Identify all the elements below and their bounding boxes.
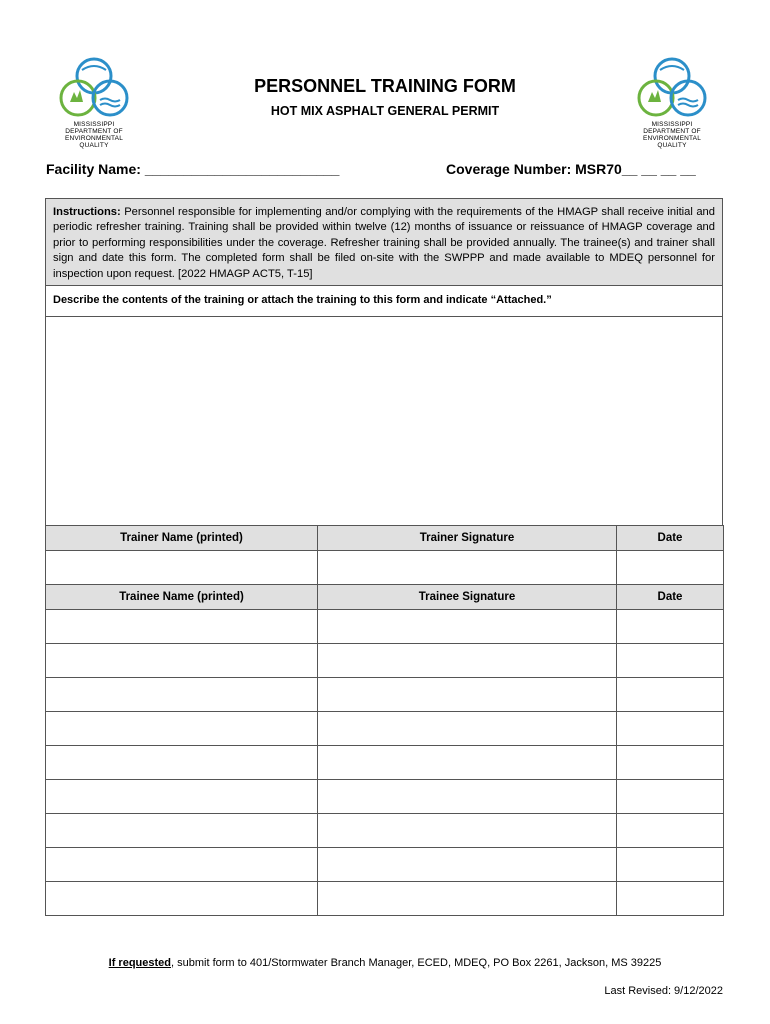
instructions-box <box>45 198 723 286</box>
trainee-name-cell[interactable] <box>46 712 318 746</box>
trainee-name-cell[interactable] <box>46 848 318 882</box>
trainee-row <box>46 882 724 916</box>
trainee-name-cell[interactable] <box>46 746 318 780</box>
trainee-signature-cell[interactable] <box>318 644 617 678</box>
trainee-row <box>46 746 724 780</box>
coverage-number-field[interactable]: Coverage Number: MSR70__ __ __ __ <box>446 161 696 177</box>
facility-name-field[interactable]: Facility Name: _________________________ <box>46 161 340 177</box>
trainee-date-cell[interactable] <box>617 610 724 644</box>
trainee-name-cell[interactable] <box>46 814 318 848</box>
trainee-date-cell[interactable] <box>617 712 724 746</box>
trainee-date-cell[interactable] <box>617 746 724 780</box>
trainee-name-cell[interactable] <box>46 610 318 644</box>
trainee-row <box>46 814 724 848</box>
trainee-signature-cell[interactable] <box>318 814 617 848</box>
trainee-row <box>46 780 724 814</box>
logo-caption: MISSISSIPPI DEPARTMENT OF ENVIRONMENTAL QUALITY <box>642 121 702 149</box>
trainer-signature-cell[interactable] <box>318 551 617 585</box>
form-subtitle: HOT MIX ASPHALT GENERAL PERMIT <box>270 104 500 118</box>
trainee-row <box>46 712 724 746</box>
trainee-name-cell[interactable] <box>46 644 318 678</box>
trainer-signature-header: Trainer Signature <box>318 526 617 551</box>
trainee-signature-cell[interactable] <box>318 678 617 712</box>
trainee-name-cell[interactable] <box>46 780 318 814</box>
trainee-date-cell[interactable] <box>617 678 724 712</box>
trainee-date-cell[interactable] <box>617 644 724 678</box>
trainee-signature-header: Trainee Signature <box>318 585 617 610</box>
trainer-date-cell[interactable] <box>617 551 724 585</box>
trainee-signature-cell[interactable] <box>318 712 617 746</box>
form-title: PERSONNEL TRAINING FORM <box>254 76 516 96</box>
mdeq-logo-icon <box>50 56 138 149</box>
trainee-signature-cell[interactable] <box>318 882 617 916</box>
trainee-row <box>46 644 724 678</box>
trainee-row <box>46 610 724 644</box>
trainee-signature-cell[interactable] <box>318 780 617 814</box>
signature-table <box>45 525 724 916</box>
trainee-signature-cell[interactable] <box>318 848 617 882</box>
mdeq-logo-icon <box>628 56 716 149</box>
instructions-label: Instructions: <box>53 206 121 218</box>
instructions-text: Personnel responsible for implementing and/or complying with the requirements of the HMAGP shall receive initial and periodic refresher training. Training shall be provided within twelve (12) months of issuance or reissuance of HMAGP coverage and prior to performing responsibilities under the coverage. Refresher training shall be provided annually. The trainee(s) and trainer shall sign and date this form. The completed form shall be filed on-site with the SWPPP and made available to MDEQ personnel for inspection upon request. [2022 HMAGP ACT5, T-15] <box>53 206 715 280</box>
trainer-date-header: Date <box>617 526 724 551</box>
logo-caption: MISSISSIPPI DEPARTMENT OF ENVIRONMENTAL QUALITY <box>64 121 124 149</box>
footer-note <box>0 957 770 969</box>
if-requested-text: If requested <box>108 957 172 969</box>
trainee-signature-cell[interactable] <box>318 610 617 644</box>
trainee-date-cell[interactable] <box>617 848 724 882</box>
trainee-signature-cell[interactable] <box>318 746 617 780</box>
trainee-name-cell[interactable] <box>46 678 318 712</box>
trainee-name-header: Trainee Name (printed) <box>46 585 318 610</box>
trainer-name-header: Trainer Name (printed) <box>46 526 318 551</box>
trainer-name-cell[interactable] <box>46 551 318 585</box>
footer-address: , submit form to 401/Stormwater Branch Manager, ECED, MDEQ, PO Box 2261, Jackson, MS 39225 <box>171 957 662 969</box>
trainee-date-header: Date <box>617 585 724 610</box>
trainee-name-cell[interactable] <box>46 882 318 916</box>
trainee-row <box>46 678 724 712</box>
trainer-row <box>46 551 724 585</box>
trainee-date-cell[interactable] <box>617 882 724 916</box>
trainee-row <box>46 848 724 882</box>
describe-prompt: Describe the contents of the training or attach the training to this form and indicate “Attached.” <box>45 285 723 317</box>
last-revised: Last Revised: 9/12/2022 <box>604 985 723 997</box>
trainee-date-cell[interactable] <box>617 814 724 848</box>
training-contents-area[interactable] <box>45 316 723 526</box>
trainee-date-cell[interactable] <box>617 780 724 814</box>
